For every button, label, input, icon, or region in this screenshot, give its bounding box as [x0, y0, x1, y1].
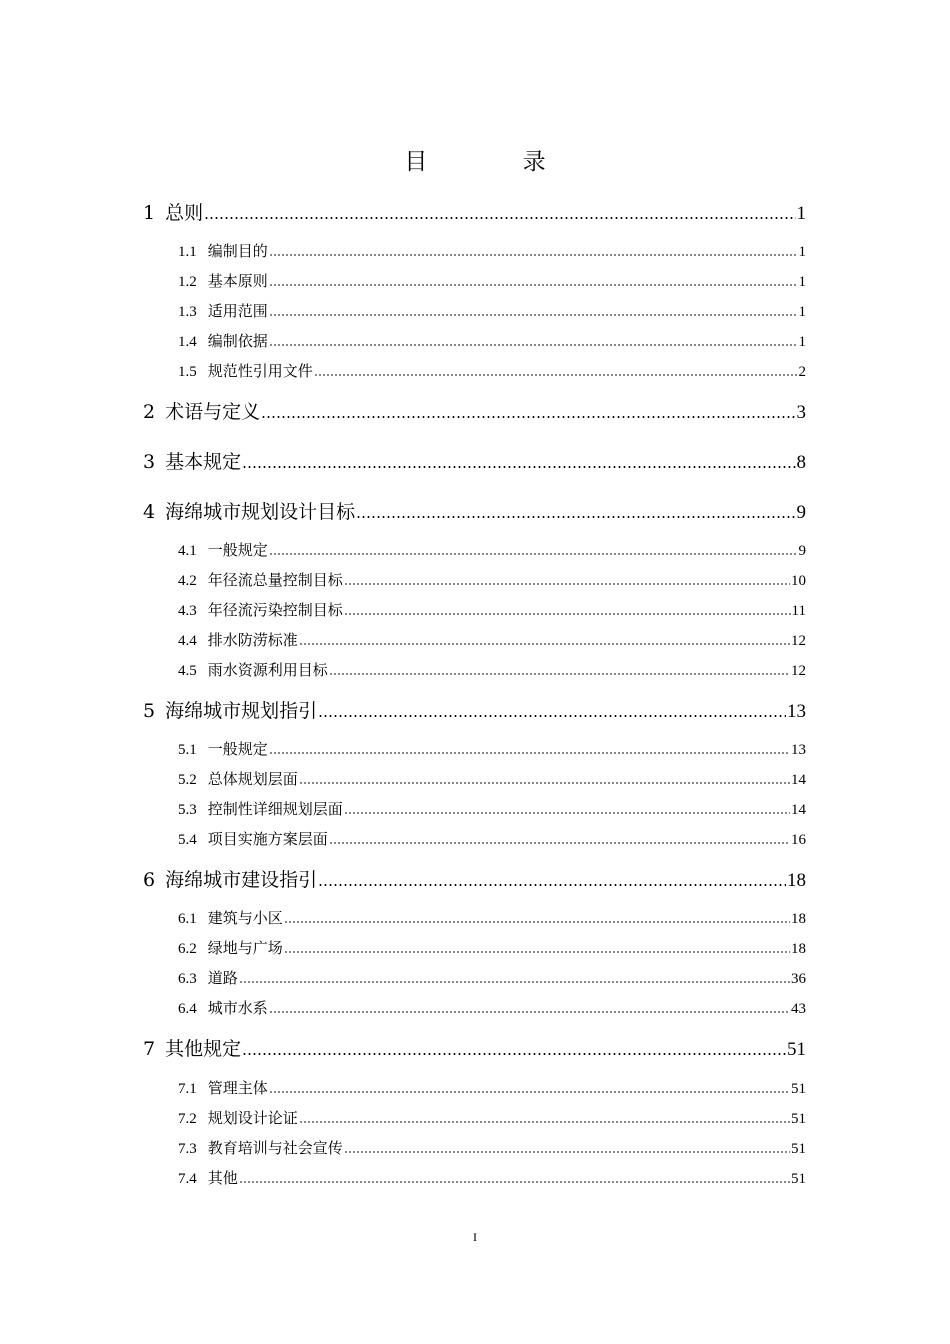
toc-entry-page-number: 3 [796, 402, 806, 423]
toc-dot-leader [299, 782, 790, 784]
page-footer-number: I [473, 1230, 477, 1244]
toc-entry-number: 5.1 [178, 742, 197, 758]
toc-entry-page-number: 10 [791, 573, 806, 589]
toc-entry-number: 1.1 [178, 244, 197, 260]
toc-entry-number: 4.3 [178, 603, 197, 619]
toc-dot-leader [299, 1121, 790, 1123]
toc-dot-leader [239, 981, 790, 983]
toc-entry-page-number: 16 [791, 832, 806, 848]
toc-entry-page-number: 1 [798, 244, 806, 260]
toc-dot-leader [269, 752, 790, 754]
toc-entry-label: 排水防涝标准 [207, 631, 298, 649]
toc-dot-leader [329, 673, 790, 675]
toc-dot-leader [269, 1011, 790, 1013]
toc-entry-page-number: 51 [791, 1111, 806, 1127]
toc-entry-number: 4.4 [178, 633, 197, 649]
toc-entry-page-number: 51 [791, 1081, 806, 1097]
toc-entry-page-number: 1 [798, 334, 806, 350]
toc-dot-leader [269, 254, 798, 256]
toc-entry-label: 项目实施方案层面 [207, 830, 328, 848]
toc-section-entry[interactable] [178, 599, 806, 620]
toc-entry-page-number: 9 [796, 502, 806, 523]
toc-chapter-entry[interactable] [143, 696, 806, 723]
toc-entry-number: 7.1 [178, 1081, 197, 1097]
toc-dot-leader [314, 374, 798, 376]
toc-dot-leader [344, 583, 790, 585]
toc-entry-page-number: 11 [791, 603, 806, 619]
toc-section-entry[interactable] [178, 330, 806, 351]
toc-section-entry[interactable] [178, 629, 806, 650]
toc-entry-page-number: 1 [798, 274, 806, 290]
toc-entry-number: 4.5 [178, 663, 197, 679]
toc-entry-page-number: 12 [791, 663, 806, 679]
toc-entry-number: 5.4 [178, 832, 197, 848]
toc-entry-number: 6.3 [178, 971, 197, 987]
toc-entry-number: 4.2 [178, 573, 197, 589]
toc-entry-number: 6 [143, 869, 156, 891]
toc-entry-label: 总体规划层面 [207, 770, 298, 788]
toc-entry-label: 基本原则 [207, 272, 268, 290]
toc-entry-page-number: 43 [791, 1001, 806, 1017]
toc-entry-label: 一般规定 [207, 740, 268, 758]
toc-section-entry[interactable] [178, 997, 806, 1018]
toc-entry-number: 7.2 [178, 1111, 197, 1127]
toc-entry-label: 一般规定 [207, 541, 268, 559]
toc-entry-label: 控制性详细规划层面 [207, 800, 343, 818]
toc-dot-leader [204, 217, 795, 219]
toc-dot-leader [284, 921, 790, 923]
toc-chapter-entry[interactable] [143, 198, 806, 225]
toc-dot-leader [242, 466, 795, 468]
toc-entry-label: 海绵城市建设指引 [165, 869, 318, 891]
toc-entry-label: 规划设计论证 [207, 1109, 298, 1127]
toc-section-entry[interactable] [178, 907, 806, 928]
toc-entry-page-number: 51 [791, 1171, 806, 1187]
toc-entry-number: 6.1 [178, 911, 197, 927]
toc-entry-number: 7.3 [178, 1141, 197, 1157]
toc-chapter-entry[interactable] [143, 497, 806, 524]
toc-entry-label: 建筑与小区 [207, 909, 283, 927]
toc-chapter-entry[interactable] [143, 865, 806, 892]
toc-section-entry[interactable] [178, 360, 806, 381]
toc-dot-leader [261, 416, 795, 418]
toc-entry-number: 5.3 [178, 802, 197, 818]
toc-entry-page-number: 1 [796, 203, 806, 224]
toc-dot-leader [269, 314, 798, 316]
toc-entry-number: 4.1 [178, 543, 197, 559]
toc-dot-leader [318, 715, 786, 717]
toc-section-entry[interactable] [178, 828, 806, 849]
toc-entry-number: 1 [143, 202, 156, 224]
toc-entry-label: 教育培训与社会宣传 [207, 1139, 343, 1157]
toc-section-entry[interactable] [178, 240, 806, 261]
toc-entry-number: 6.4 [178, 1001, 197, 1017]
toc-entry-number: 7.4 [178, 1171, 197, 1187]
toc-section-entry[interactable] [178, 659, 806, 680]
toc-dot-leader [269, 1091, 790, 1093]
toc-section-entry[interactable] [178, 270, 806, 291]
toc-entry-label: 年径流总量控制目标 [207, 571, 343, 589]
toc-entry-page-number: 51 [791, 1141, 806, 1157]
toc-entry-number: 2 [143, 401, 156, 423]
toc-entry-page-number: 8 [796, 452, 806, 473]
toc-section-entry[interactable] [178, 1137, 806, 1158]
toc-dot-leader [344, 1151, 790, 1153]
toc-section-entry[interactable] [178, 937, 806, 958]
toc-dot-leader [269, 284, 798, 286]
toc-section-entry[interactable] [178, 1077, 806, 1098]
toc-entry-page-number: 1 [798, 304, 806, 320]
toc-entry-number: 7 [143, 1038, 156, 1060]
toc-entry-label: 城市水系 [207, 999, 268, 1017]
toc-dot-leader [269, 344, 798, 346]
toc-entry-label: 总则 [165, 202, 204, 224]
toc-entry-number: 3 [143, 451, 156, 473]
toc-entry-page-number: 18 [791, 941, 806, 957]
toc-entry-page-number: 13 [791, 742, 806, 758]
toc-section-entry[interactable] [178, 768, 806, 789]
toc-entry-page-number: 36 [791, 971, 806, 987]
toc-entry-label: 编制目的 [207, 242, 268, 260]
toc-section-entry[interactable] [178, 539, 806, 560]
toc-dot-leader [344, 613, 791, 615]
toc-section-entry[interactable] [178, 967, 806, 988]
toc-chapter-entry[interactable] [143, 447, 806, 474]
toc-entry-label: 基本规定 [165, 451, 242, 473]
toc-chapter-entry[interactable] [143, 397, 806, 424]
toc-entry-label: 适用范围 [207, 302, 268, 320]
toc-dot-leader [242, 1053, 786, 1055]
toc-entry-page-number: 12 [791, 633, 806, 649]
toc-entry-label: 其他规定 [165, 1038, 242, 1060]
toc-entry-page-number: 51 [787, 1039, 806, 1060]
toc-entry-page-number: 14 [791, 802, 806, 818]
toc-entry-page-number: 18 [787, 870, 806, 891]
toc-entry-page-number: 18 [791, 911, 806, 927]
toc-entry-label: 编制依据 [207, 332, 268, 350]
toc-entry-label: 术语与定义 [165, 401, 261, 423]
toc-entry-page-number: 9 [798, 543, 806, 559]
toc-dot-leader [318, 884, 786, 886]
toc-entry-number: 6.2 [178, 941, 197, 957]
toc-dot-leader [284, 951, 790, 953]
toc-entry-label: 雨水资源利用目标 [207, 661, 328, 679]
toc-entry-number: 4 [143, 501, 156, 523]
toc-dot-leader [329, 842, 790, 844]
toc-entry-label: 海绵城市规划设计目标 [165, 501, 356, 523]
toc-entry-number: 1.5 [178, 364, 197, 380]
toc-section-entry[interactable] [178, 738, 806, 759]
toc-section-entry[interactable] [178, 300, 806, 321]
toc-entry-page-number: 2 [798, 364, 806, 380]
toc-entry-page-number: 14 [791, 772, 806, 788]
toc-entry-page-number: 13 [787, 701, 806, 722]
toc-entry-number: 1.2 [178, 274, 197, 290]
toc-dot-leader [344, 812, 790, 814]
toc-entry-number: 1.4 [178, 334, 197, 350]
toc-section-entry[interactable] [178, 1107, 806, 1128]
toc-entry-label: 海绵城市规划指引 [165, 700, 318, 722]
toc-entry-label: 管理主体 [207, 1079, 268, 1097]
toc-dot-leader [269, 553, 798, 555]
toc-dot-leader [356, 516, 795, 518]
toc-section-entry[interactable] [178, 1167, 806, 1188]
toc-section-entry[interactable] [178, 798, 806, 819]
toc-entry-label: 年径流污染控制目标 [207, 601, 343, 619]
toc-entry-label: 其他 [207, 1169, 238, 1187]
toc-title: 目 录 [404, 149, 590, 175]
toc-dot-leader [299, 643, 790, 645]
toc-entry-number: 5 [143, 700, 156, 722]
toc-entry-number: 5.2 [178, 772, 197, 788]
toc-entry-label: 规范性引用文件 [207, 362, 313, 380]
toc-section-entry[interactable] [178, 569, 806, 590]
toc-dot-leader [239, 1181, 790, 1183]
toc-entry-number: 1.3 [178, 304, 197, 320]
toc-entry-label: 道路 [207, 969, 238, 987]
toc-entry-label: 绿地与广场 [207, 939, 283, 957]
toc-chapter-entry[interactable] [143, 1034, 806, 1061]
